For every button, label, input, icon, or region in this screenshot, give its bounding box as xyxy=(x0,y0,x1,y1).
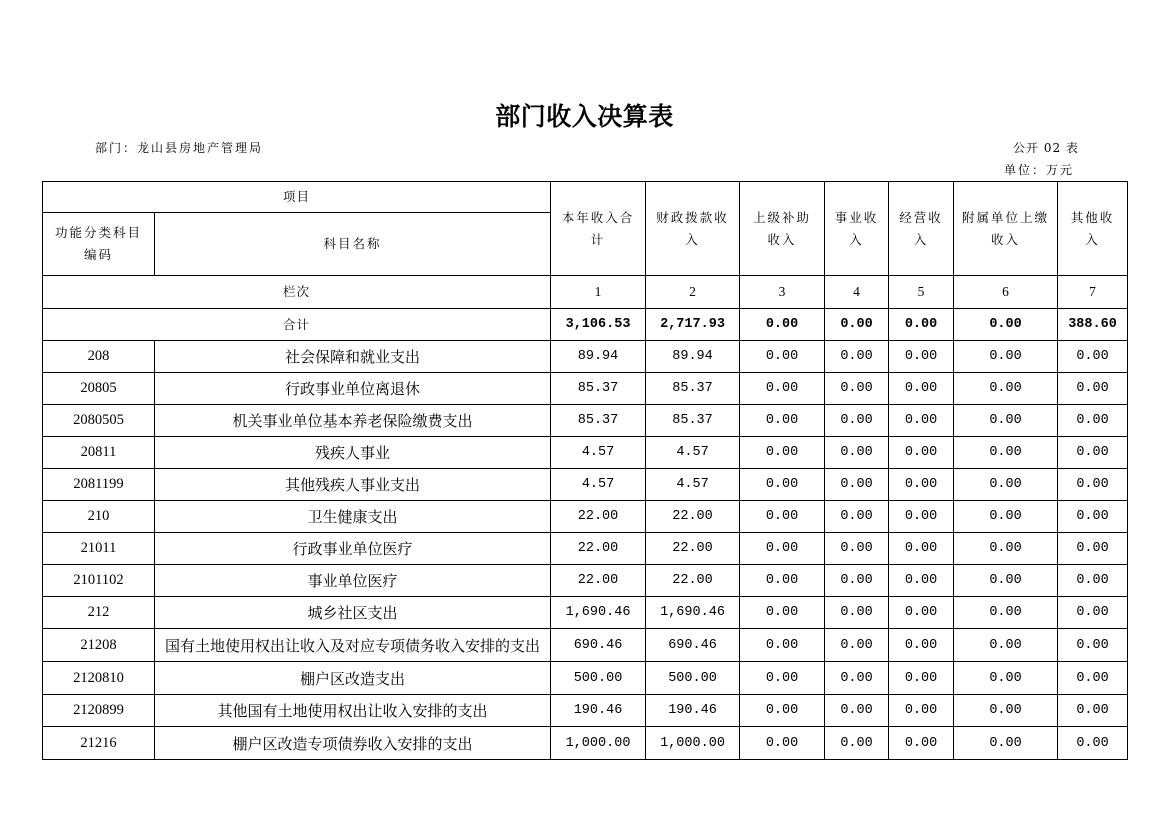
cell-operating-income: 0.00 xyxy=(889,533,954,565)
header-operating-income-label: 经营收入 xyxy=(899,209,943,247)
cell-total-income: 4.57 xyxy=(551,437,646,469)
total-fiscal-appropriation: 2,717.93 xyxy=(646,309,740,341)
cell-fiscal-appropriation: 690.46 xyxy=(646,629,740,662)
row-name: 其他国有土地使用权出让收入安排的支出 xyxy=(155,695,551,727)
column-index-label: 栏次 xyxy=(43,276,551,309)
row-code: 20811 xyxy=(43,437,155,469)
column-index: 6 xyxy=(954,276,1058,309)
cell-superior-subsidy: 0.00 xyxy=(740,437,825,469)
cell-total-income: 190.46 xyxy=(551,695,646,727)
unit-label: 单位：万元 xyxy=(1004,163,1075,177)
table-row xyxy=(43,405,1128,437)
total-total-income: 3,106.53 xyxy=(551,309,646,341)
header-total-income-label: 本年收入合计 xyxy=(561,209,635,247)
cell-fiscal-appropriation: 89.94 xyxy=(646,341,740,373)
cell-business-income: 0.00 xyxy=(825,501,889,533)
header-fiscal-appropriation-label: 财政拨款收入 xyxy=(656,209,729,247)
row-code: 2120899 xyxy=(43,695,155,727)
cell-total-income: 500.00 xyxy=(551,662,646,695)
cell-superior-subsidy: 0.00 xyxy=(740,695,825,727)
table-row xyxy=(43,597,1128,629)
cell-fiscal-appropriation: 85.37 xyxy=(646,405,740,437)
cell-affiliated-remittance: 0.00 xyxy=(954,565,1058,597)
row-code: 2080505 xyxy=(43,405,155,437)
total-operating-income: 0.00 xyxy=(889,309,954,341)
row-code: 20805 xyxy=(43,373,155,405)
total-superior-subsidy: 0.00 xyxy=(740,309,825,341)
cell-total-income: 1,000.00 xyxy=(551,727,646,760)
cell-fiscal-appropriation: 22.00 xyxy=(646,565,740,597)
cell-operating-income: 0.00 xyxy=(889,501,954,533)
cell-superior-subsidy: 0.00 xyxy=(740,565,825,597)
cell-affiliated-remittance: 0.00 xyxy=(954,629,1058,662)
row-name: 残疾人事业 xyxy=(155,437,551,469)
cell-business-income: 0.00 xyxy=(825,533,889,565)
row-code: 212 xyxy=(43,597,155,629)
cell-total-income: 690.46 xyxy=(551,629,646,662)
header-code-label: 功能分类科目编码 xyxy=(54,225,142,262)
header-item: 项目 xyxy=(43,182,551,213)
row-name: 其他残疾人事业支出 xyxy=(155,469,551,501)
income-table xyxy=(42,181,1128,760)
cell-fiscal-appropriation: 4.57 xyxy=(646,469,740,501)
row-name: 社会保障和就业支出 xyxy=(155,341,551,373)
cell-operating-income: 0.00 xyxy=(889,437,954,469)
column-index: 7 xyxy=(1058,276,1128,309)
table-row xyxy=(43,662,1128,695)
cell-other-income: 0.00 xyxy=(1058,662,1128,695)
total-business-income: 0.00 xyxy=(825,309,889,341)
table-row xyxy=(43,373,1128,405)
header-affiliated-remittance-label: 附属单位上缴收入 xyxy=(962,209,1050,247)
header-business-income-label: 事业收入 xyxy=(834,209,879,247)
table-row xyxy=(43,501,1128,533)
header-operating-income xyxy=(889,182,954,276)
cell-affiliated-remittance: 0.00 xyxy=(954,597,1058,629)
cell-operating-income: 0.00 xyxy=(889,469,954,501)
cell-business-income: 0.00 xyxy=(825,597,889,629)
header-other-income xyxy=(1058,182,1128,276)
column-index: 5 xyxy=(889,276,954,309)
cell-superior-subsidy: 0.00 xyxy=(740,341,825,373)
cell-business-income: 0.00 xyxy=(825,629,889,662)
cell-affiliated-remittance: 0.00 xyxy=(954,469,1058,501)
row-name: 城乡社区支出 xyxy=(155,597,551,629)
cell-total-income: 22.00 xyxy=(551,565,646,597)
column-index: 4 xyxy=(825,276,889,309)
cell-business-income: 0.00 xyxy=(825,437,889,469)
total-row xyxy=(43,309,1128,341)
cell-affiliated-remittance: 0.00 xyxy=(954,405,1058,437)
cell-business-income: 0.00 xyxy=(825,662,889,695)
cell-business-income: 0.00 xyxy=(825,727,889,760)
cell-superior-subsidy: 0.00 xyxy=(740,533,825,565)
cell-operating-income: 0.00 xyxy=(889,695,954,727)
row-name: 行政事业单位医疗 xyxy=(155,533,551,565)
header-code xyxy=(43,213,155,276)
header-row xyxy=(43,182,1128,213)
department-label: 部门：龙山县房地产管理局 xyxy=(95,141,264,155)
total-label: 合计 xyxy=(43,309,551,341)
table-row xyxy=(43,629,1128,662)
row-code: 21011 xyxy=(43,533,155,565)
table-row xyxy=(43,469,1128,501)
table-row xyxy=(43,533,1128,565)
cell-fiscal-appropriation: 85.37 xyxy=(646,373,740,405)
cell-total-income: 22.00 xyxy=(551,501,646,533)
cell-superior-subsidy: 0.00 xyxy=(740,727,825,760)
column-index-row xyxy=(43,276,1128,309)
table-row xyxy=(43,727,1128,760)
cell-business-income: 0.00 xyxy=(825,565,889,597)
cell-other-income: 0.00 xyxy=(1058,469,1128,501)
cell-other-income: 0.00 xyxy=(1058,405,1128,437)
cell-business-income: 0.00 xyxy=(825,341,889,373)
cell-business-income: 0.00 xyxy=(825,373,889,405)
row-name: 卫生健康支出 xyxy=(155,501,551,533)
cell-total-income: 85.37 xyxy=(551,373,646,405)
row-name: 事业单位医疗 xyxy=(155,565,551,597)
cell-total-income: 4.57 xyxy=(551,469,646,501)
cell-operating-income: 0.00 xyxy=(889,727,954,760)
cell-affiliated-remittance: 0.00 xyxy=(954,727,1058,760)
row-code: 208 xyxy=(43,341,155,373)
row-name: 棚户区改造专项债券收入安排的支出 xyxy=(155,727,551,760)
cell-fiscal-appropriation: 22.00 xyxy=(646,501,740,533)
table-row xyxy=(43,565,1128,597)
cell-affiliated-remittance: 0.00 xyxy=(954,501,1058,533)
row-name: 行政事业单位离退休 xyxy=(155,373,551,405)
row-code: 2120810 xyxy=(43,662,155,695)
cell-total-income: 85.37 xyxy=(551,405,646,437)
cell-total-income: 89.94 xyxy=(551,341,646,373)
cell-operating-income: 0.00 xyxy=(889,405,954,437)
row-code: 21216 xyxy=(43,727,155,760)
cell-affiliated-remittance: 0.00 xyxy=(954,533,1058,565)
row-code: 2081199 xyxy=(43,469,155,501)
cell-business-income: 0.00 xyxy=(825,469,889,501)
cell-other-income: 0.00 xyxy=(1058,437,1128,469)
row-code: 2101102 xyxy=(43,565,155,597)
header-affiliated-remittance xyxy=(954,182,1058,276)
cell-affiliated-remittance: 0.00 xyxy=(954,437,1058,469)
header-superior-subsidy xyxy=(740,182,825,276)
cell-affiliated-remittance: 0.00 xyxy=(954,341,1058,373)
row-name: 机关事业单位基本养老保险缴费支出 xyxy=(155,405,551,437)
row-name: 棚户区改造支出 xyxy=(155,662,551,695)
cell-superior-subsidy: 0.00 xyxy=(740,597,825,629)
table-row xyxy=(43,695,1128,727)
row-code: 210 xyxy=(43,501,155,533)
header-other-income-label: 其他收入 xyxy=(1070,209,1115,247)
cell-total-income: 22.00 xyxy=(551,533,646,565)
cell-fiscal-appropriation: 4.57 xyxy=(646,437,740,469)
header-business-income xyxy=(825,182,889,276)
header-total-income xyxy=(551,182,646,276)
form-number-label: 公开 02 表 xyxy=(1013,141,1079,155)
cell-other-income: 0.00 xyxy=(1058,695,1128,727)
cell-other-income: 0.00 xyxy=(1058,727,1128,760)
table-row xyxy=(43,437,1128,469)
cell-operating-income: 0.00 xyxy=(889,565,954,597)
cell-other-income: 0.00 xyxy=(1058,629,1128,662)
cell-other-income: 0.00 xyxy=(1058,533,1128,565)
cell-other-income: 0.00 xyxy=(1058,501,1128,533)
column-index: 1 xyxy=(551,276,646,309)
cell-fiscal-appropriation: 1,690.46 xyxy=(646,597,740,629)
cell-fiscal-appropriation: 1,000.00 xyxy=(646,727,740,760)
header-fiscal-appropriation xyxy=(646,182,740,276)
cell-fiscal-appropriation: 22.00 xyxy=(646,533,740,565)
page-title: 部门收入决算表 xyxy=(495,102,674,131)
column-index: 3 xyxy=(740,276,825,309)
cell-other-income: 0.00 xyxy=(1058,565,1128,597)
cell-other-income: 0.00 xyxy=(1058,341,1128,373)
cell-superior-subsidy: 0.00 xyxy=(740,629,825,662)
cell-superior-subsidy: 0.00 xyxy=(740,405,825,437)
cell-affiliated-remittance: 0.00 xyxy=(954,662,1058,695)
cell-business-income: 0.00 xyxy=(825,695,889,727)
cell-superior-subsidy: 0.00 xyxy=(740,501,825,533)
cell-superior-subsidy: 0.00 xyxy=(740,662,825,695)
cell-operating-income: 0.00 xyxy=(889,662,954,695)
header-name: 科目名称 xyxy=(155,213,551,276)
row-code: 21208 xyxy=(43,629,155,662)
total-other-income: 388.60 xyxy=(1058,309,1128,341)
cell-superior-subsidy: 0.00 xyxy=(740,373,825,405)
column-index: 2 xyxy=(646,276,740,309)
cell-other-income: 0.00 xyxy=(1058,373,1128,405)
cell-operating-income: 0.00 xyxy=(889,597,954,629)
cell-affiliated-remittance: 0.00 xyxy=(954,695,1058,727)
total-affiliated-remittance: 0.00 xyxy=(954,309,1058,341)
cell-operating-income: 0.00 xyxy=(889,629,954,662)
cell-affiliated-remittance: 0.00 xyxy=(954,373,1058,405)
cell-total-income: 1,690.46 xyxy=(551,597,646,629)
cell-operating-income: 0.00 xyxy=(889,341,954,373)
cell-superior-subsidy: 0.00 xyxy=(740,469,825,501)
table-row xyxy=(43,341,1128,373)
cell-other-income: 0.00 xyxy=(1058,597,1128,629)
cell-fiscal-appropriation: 190.46 xyxy=(646,695,740,727)
cell-operating-income: 0.00 xyxy=(889,373,954,405)
row-name: 国有土地使用权出让收入及对应专项债务收入安排的支出 xyxy=(155,629,551,662)
header-superior-subsidy-label: 上级补助收入 xyxy=(753,209,812,247)
cell-fiscal-appropriation: 500.00 xyxy=(646,662,740,695)
cell-business-income: 0.00 xyxy=(825,405,889,437)
